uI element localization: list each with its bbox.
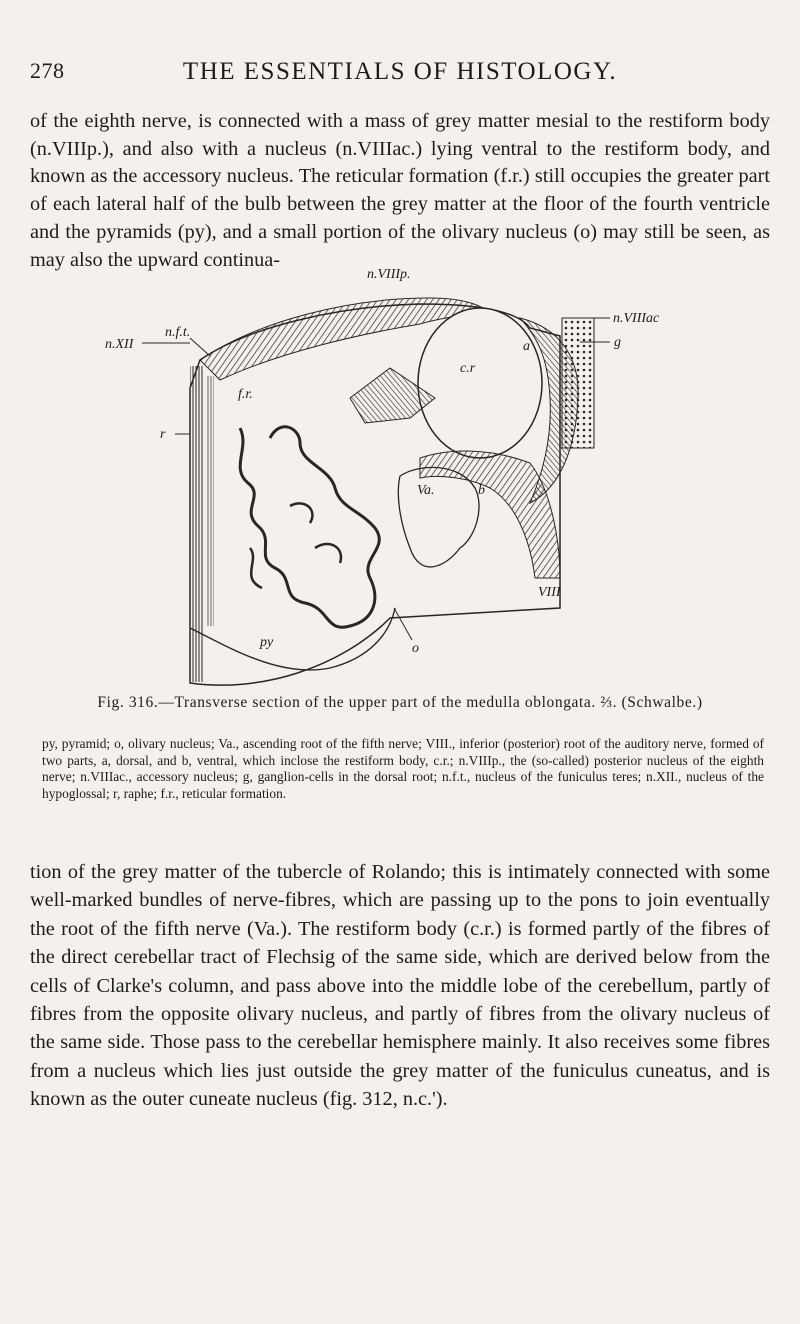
olivary-folds xyxy=(250,503,341,588)
label-n-viii-p: n.VIIIp. xyxy=(367,267,411,282)
label-va: Va. xyxy=(417,483,435,498)
page-number: 278 xyxy=(30,58,65,83)
label-a: a xyxy=(523,339,530,354)
label-viii: VIII xyxy=(538,585,561,600)
raphe-fibres xyxy=(206,376,214,626)
label-r: r xyxy=(160,427,166,442)
label-n-viii-ac: n.VIIIac xyxy=(613,311,660,326)
body-paragraph-1: of the eighth nerve, is connected with a mass of grey matter mesial to the restiform body (n.VIIIp.), and also with a nucleus (n.VIIIac.) lying ventral to the restiform body, and known as the accessory nucleus. The reticular formation (f.r.) still occupies the greater part of each lateral half of the bulb between the grey matter at the floor of the fourth ventricle and the pyramids (py), and a small portion of the olivary nucleus (o) may still be seen, as may also the upward continua- xyxy=(30,110,770,271)
label-g: g xyxy=(614,335,621,350)
running-head: THE ESSENTIALS OF HISTOLOGY. xyxy=(182,58,618,85)
label-n-xii: n.XII xyxy=(105,337,134,352)
label-c-r: c.r xyxy=(460,361,476,376)
leader-nft xyxy=(190,338,210,356)
fifth-nerve-root xyxy=(398,467,479,567)
accessory-nucleus xyxy=(562,318,594,448)
olivary-nucleus xyxy=(240,427,379,627)
figure-legend: py, pyramid; o, olivary nucleus; Va., ascending root of the fifth nerve; VIII., inferior (posterior) root of the auditory nerve, formed of two parts, a, dorsal, and b, ventral, which inclose the restiform body, c.r.; n.VIIIp., the (so-called) posterior nucleus of the eighth nerve; n.VIIIac., accessory nucleus; g, ganglion-cells in the dorsal root; n.f.t., nucleus of the funiculus teres; n.XII., nucleus of the hypoglossal; r, raphe; f.r., reticular formation. xyxy=(42,736,764,802)
body-paragraph-2: tion of the grey matter of the tubercle of Rolando; this is intimately connected with some well-marked bundles of nerve-fibres, which are passing up to the pons to join eventually the root of the fifth nerve (Va.). The restiform body (c.r.) is formed partly of the fibres of the direct cerebellar tract of Flechsig of the same side, which are derived below from the cells of Clarke's column, and pass above into the middle lobe of the cerebellum, partly of fibres from the opposite olivary nucleus, and partly of fibres from the olivary nucleus of the same side. Those pass to the cerebellar hemisphere mainly. It also receives some fibres from a nucleus which lies just outside the grey matter of the funiculus cuneatus, and is known as the outer cuneate nucleus (fig. 312, n.c.'). xyxy=(30,861,770,1111)
figure-caption-title: Fig. 316.—Transverse section of the upper part of the medulla oblongata. ⅔. (Schwalbe.) xyxy=(97,694,703,711)
restiform-body xyxy=(418,308,542,458)
label-b: b xyxy=(478,483,485,498)
auditory-root-ventral xyxy=(420,451,560,578)
label-py: py xyxy=(260,635,274,650)
label-f-r: f.r. xyxy=(238,387,253,402)
label-o: o xyxy=(412,641,419,656)
label-n-f-t: n.f.t. xyxy=(165,325,191,340)
figure-316 xyxy=(90,248,710,688)
page-header xyxy=(30,58,770,88)
medulla-section-illustration xyxy=(90,248,710,688)
leader-o xyxy=(394,608,412,640)
